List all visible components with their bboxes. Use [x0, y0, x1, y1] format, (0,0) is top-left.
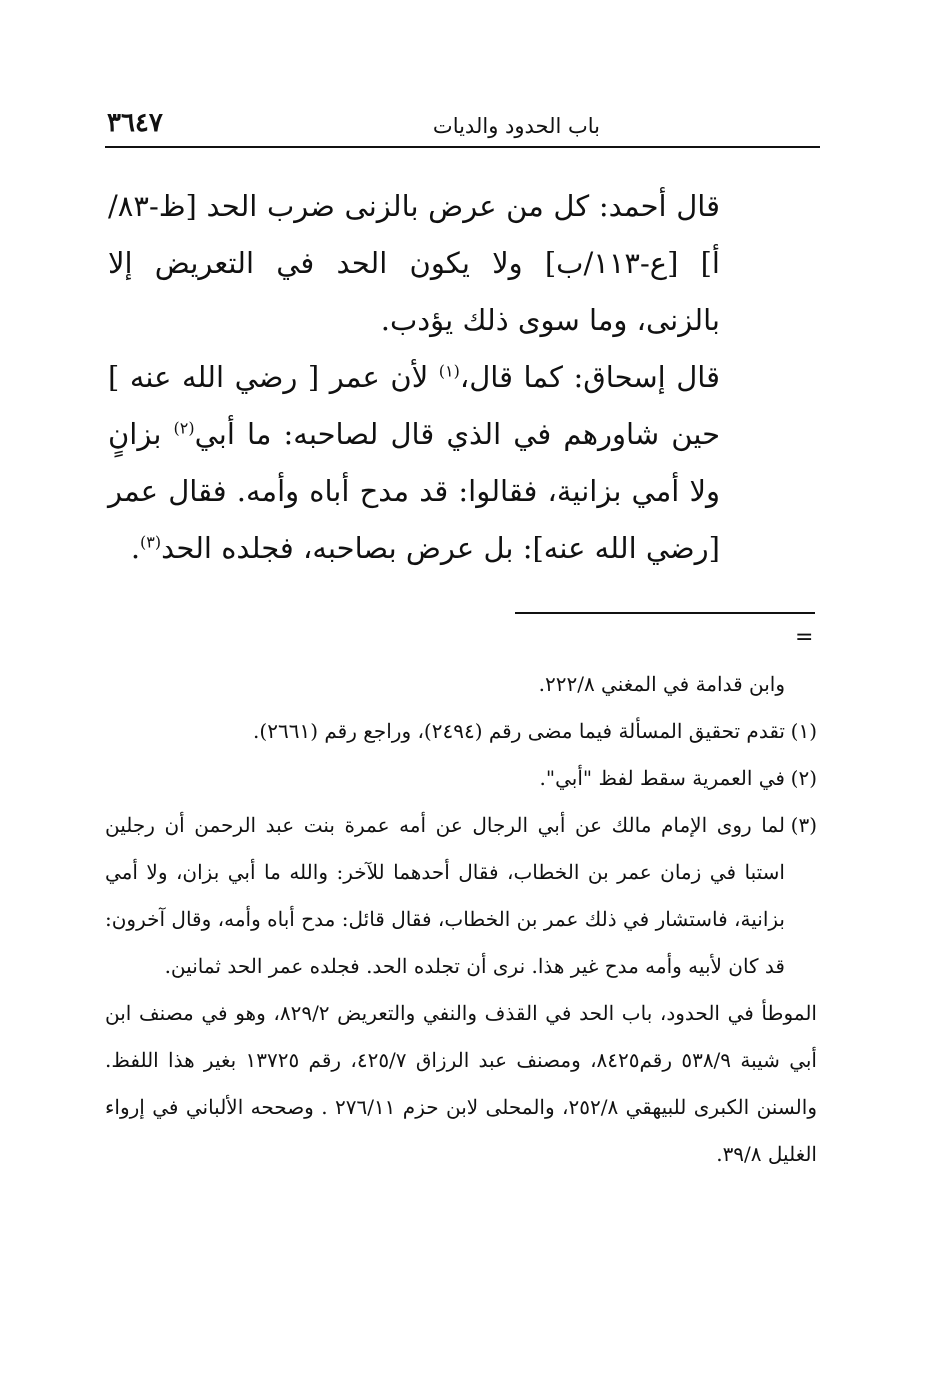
footnote-3-number: (٣): [790, 813, 817, 837]
footnote-3-text: لما روى الإمام مالك عن أبي الرجال عن أمه عمرة بنت عبد الرحمن أن رجلين استبا في زمان عمر بن الخطاب، فقال أحدهما للآخر: والله ما أبي بزان، ولا أمي بزانية، فاستشار في ذلك عمر بن الخطاب، فقال قائل: مدح أباه وأمه، وقال آخرون: قد كان لأبيه وأمه مدح غير هذا. نرى أن تجلده الحد. فجلده عمر الحد ثمانين.: [105, 813, 785, 978]
footnote-3-sources: الموطأ في الحدود، باب الحد في القذف والنفي والتعريض ٨٢٩/٢، وهو في مصنف ابن أبي شيبة ٥٣٨/٩ رقم٨٤٢٥، ومصنف عبد الرزاق ٤٢٥/٧، رقم ١٣٧٢٥ بغير هذا اللفظ. والسنن الكبرى للبيهقي ٢٥٢/٨، والمحلى لابن حزم ٢٧٦/١١ . وصححه الألباني في إرواء الغليل ٣٩/٨.: [105, 1001, 817, 1166]
footnote-1: [105, 708, 817, 755]
footnote-continuation: وابن قدامة في المغني ٢٢٢/٨.: [538, 672, 785, 696]
paragraph-ishaq-part-3: بزانٍ ولا أمي بزانية، فقالوا: قد مدح أباه وأمه. فقال عمر [رضي الله عنه]: بل عرض بصاحبه، فجلده الحد: [108, 417, 720, 565]
footnote-1-text: تقدم تحقيق المسألة فيما مضى رقم (٢٤٩٤)، وراجع رقم (٢٦٦١).: [253, 719, 785, 743]
running-title: باب الحدود والديات: [432, 114, 600, 138]
footnote-separator: [515, 612, 815, 614]
footnote-2-text: في العمرية سقط لفظ "أبي".: [539, 766, 785, 790]
paragraph-ishaq-part-2: لأن عمر [ رضي الله عنه ] حين شاورهم في الذي قال لصاحبه: ما أبي: [108, 360, 720, 451]
main-text: [108, 178, 720, 577]
paragraph-ahmad: قال أحمد: كل من عرض بالزنى ضرب الحد [ظ-٨٣/أ] [ع-١١٣/ب] ولا يكون الحد في التعريض إلا بالزنى، وما سوى ذلك يؤدب.: [108, 189, 720, 337]
paragraph-ishaq: [108, 349, 720, 577]
footnote-3: [105, 802, 817, 990]
footnote-2: [105, 755, 817, 802]
page-header: [105, 108, 820, 148]
paragraph-ishaq-part-1: قال إسحاق: كما قال،: [459, 360, 720, 394]
footnotes: [105, 661, 817, 1178]
footnote-1-number: (١): [790, 719, 817, 743]
footnote-reference-1: (١): [438, 361, 460, 381]
page-number: ٣٦٤٧: [107, 108, 163, 138]
continued-footnote-mark: =: [795, 625, 814, 650]
footnote-reference-2: (٢): [173, 418, 195, 438]
footnote-reference-3: (٣): [140, 532, 162, 552]
footnote-2-number: (٢): [790, 766, 817, 790]
paragraph-ishaq-part-4: .: [130, 531, 141, 565]
